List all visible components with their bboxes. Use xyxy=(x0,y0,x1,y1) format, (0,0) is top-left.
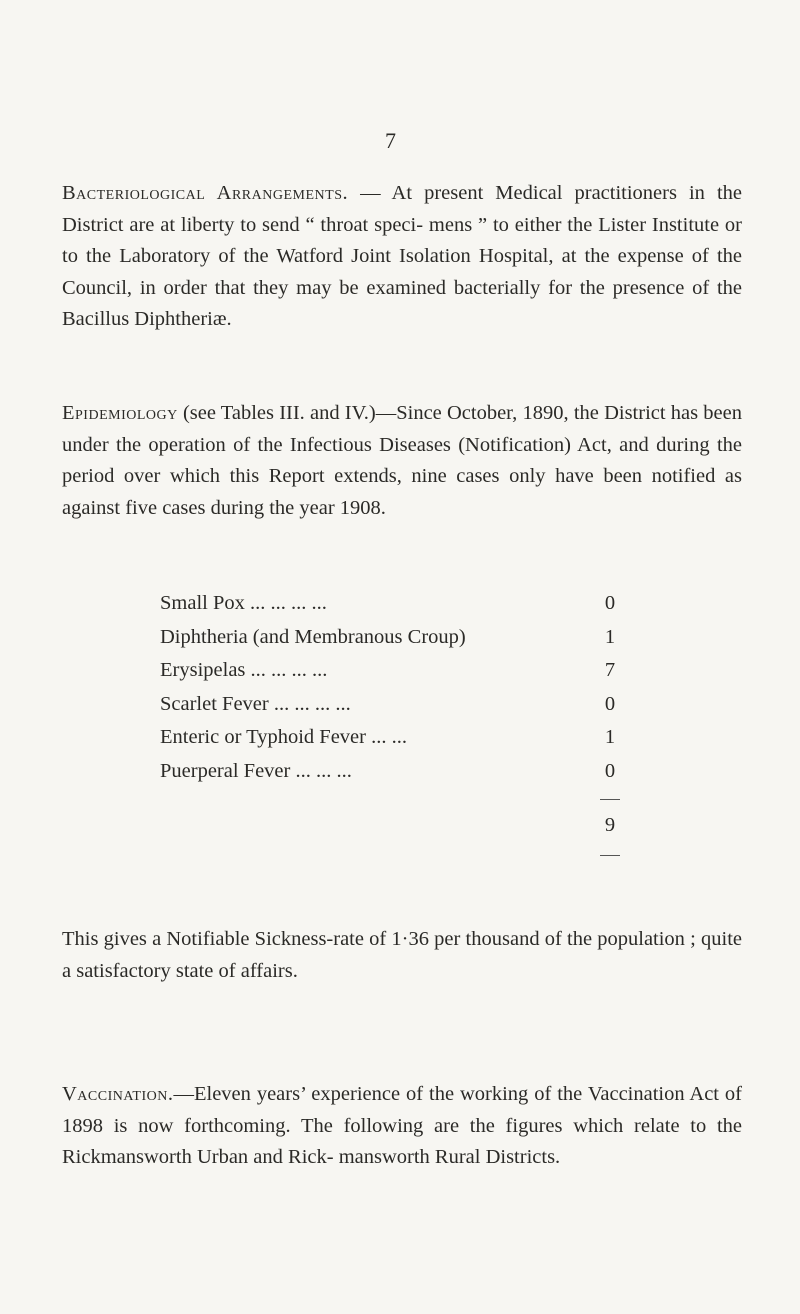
disease-label: Erysipelas ... ... ... ... xyxy=(160,659,328,681)
epidemiology-heading: Epidemiology xyxy=(62,402,178,424)
case-count: 0 xyxy=(604,692,616,715)
case-count: 7 xyxy=(604,659,616,681)
disease-label: Diphtheria (and Membranous Croup) xyxy=(160,625,466,648)
epidemiology-body: (see Tables III. and IV.)—Since October, 1890, the District has been under the operation of the Infectious Diseases (Notification) Act, and during the period over which this Report extends, nine cases only have been notified as against five cases during the year 1908. xyxy=(62,402,742,519)
sum-rule-bottom xyxy=(600,855,620,856)
bacteriology-body: — At present Medical practitioners in the District are at liberty to send “ throat speci- mens ” to either the Lister Institute or to the Laboratory of the Watford Joint Isolation Hospital, at the expense of the Council, in order that they may be examined bacterially for the presence of the Bacillus Diphtheriæ. xyxy=(62,182,742,330)
total-count: 9 xyxy=(604,814,616,836)
table-row xyxy=(160,755,630,789)
bacteriology-heading: Bacteriological Arrangements. xyxy=(62,182,349,204)
sum-rule-top xyxy=(600,799,620,800)
vaccination-paragraph xyxy=(62,1079,742,1174)
bacteriology-paragraph xyxy=(62,178,742,336)
disease-label: Puerperal Fever ... ... ... xyxy=(160,759,352,782)
disease-label: Small Pox ... ... ... ... xyxy=(160,592,327,614)
vaccination-body: —Eleven years’ experience of the working of the Vaccination Act of 1898 is now forthcoming. The following are the figures which relate to the Rickmansworth Urban and Rick- mansworth Rural Districts. xyxy=(62,1083,742,1168)
case-count: 1 xyxy=(604,726,616,748)
epidemiology-paragraph xyxy=(62,398,742,524)
table-row xyxy=(160,654,630,688)
table-row xyxy=(160,688,630,722)
notifications-table xyxy=(160,587,630,836)
table-row xyxy=(160,587,630,621)
disease-label: Enteric or Typhoid Fever ... ... xyxy=(160,726,407,748)
vaccination-heading: Vaccination. xyxy=(62,1083,174,1105)
table-row xyxy=(160,621,630,655)
case-count: 1 xyxy=(604,625,616,648)
case-count: 0 xyxy=(604,592,616,614)
table-row xyxy=(160,721,630,755)
case-count: 0 xyxy=(604,759,616,782)
sickness-rate-text: This gives a Notifiable Sickness-rate of 1·36 per thousand of the population ; quite a satisfactory state of affairs. xyxy=(62,928,742,982)
sickness-rate-paragraph xyxy=(62,924,742,987)
page-number: 7 xyxy=(385,128,396,153)
disease-label: Scarlet Fever ... ... ... ... xyxy=(160,692,351,715)
